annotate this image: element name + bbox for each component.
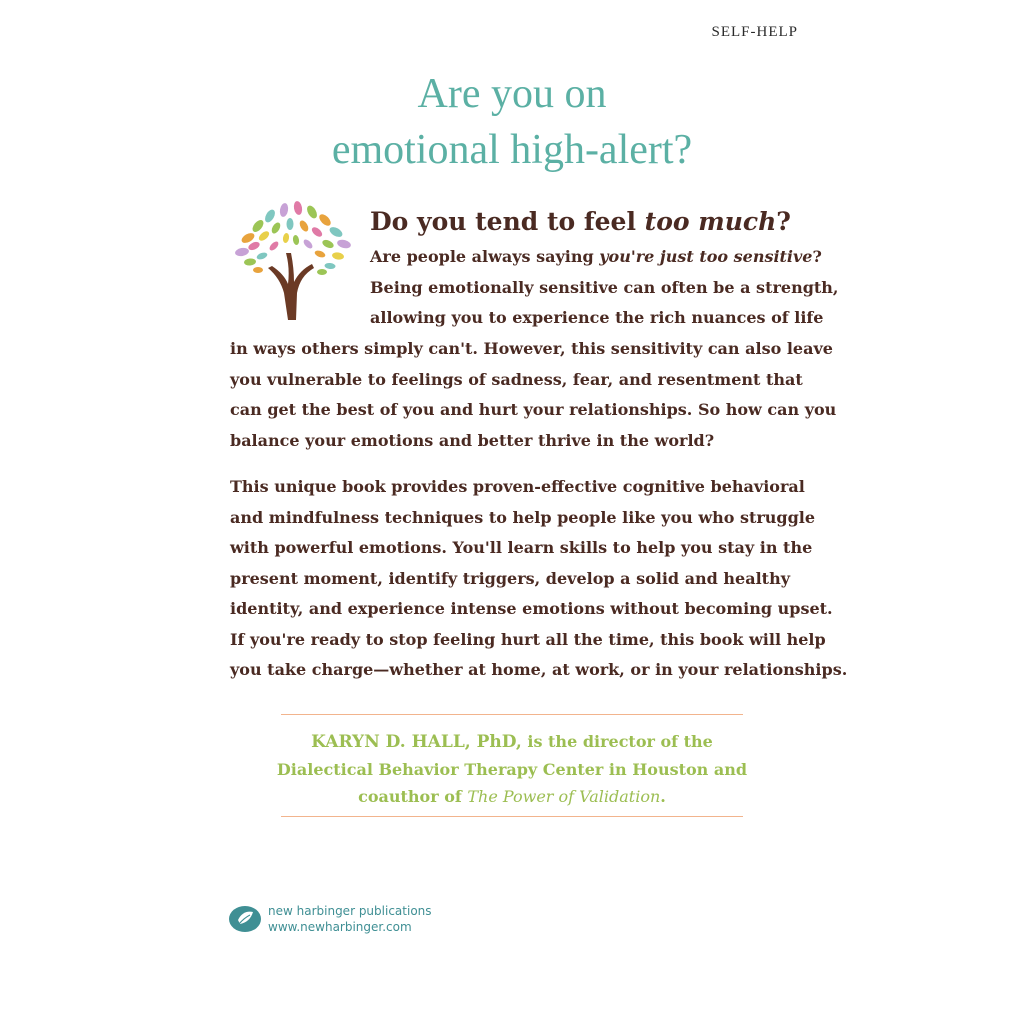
intro-paragraph-bottom xyxy=(230,334,836,456)
description-line: and mindfulness techniques to help people like you who struggle xyxy=(230,507,816,527)
book-title: The Power of Validation xyxy=(467,787,661,806)
author-bio xyxy=(230,728,794,810)
description-line: with powerful emotions. You'll learn skills to help you stay in the xyxy=(230,538,813,557)
intro-line: in ways others simply can't. However, this sensitivity can also leave xyxy=(230,339,833,358)
intro-line: can get the best of you and hurt your relationships. So how can you xyxy=(230,400,837,419)
subheading-emphasis: too much xyxy=(644,207,777,236)
description-line: present moment, identify triggers, develop a solid and healthy xyxy=(230,568,790,588)
bio-divider-bottom xyxy=(281,816,743,817)
headline-line-1: Are you on xyxy=(417,71,607,117)
category-label: SELF-HELP xyxy=(711,24,798,40)
description-line: you take charge—whether at home, at work, or in your relationships. xyxy=(230,660,848,679)
author-name: KARYN D. HALL, PhD, xyxy=(311,732,522,752)
intro-paragraph-top xyxy=(370,242,838,334)
description-line: This unique book provides proven-effective cognitive behavioral xyxy=(230,477,805,496)
quoted-phrase: you're just too sensitive xyxy=(599,247,813,266)
publisher-block xyxy=(228,903,432,935)
description-paragraph xyxy=(230,472,847,686)
intro-line: Being emotionally sensitive can often be a strength, xyxy=(370,277,839,297)
tree-icon xyxy=(228,198,358,320)
headline-line-2: emotional high-alert? xyxy=(331,127,693,173)
bio-divider-top xyxy=(281,714,743,715)
headline xyxy=(200,66,824,178)
intro-line: allowing you to experience the rich nuances of life xyxy=(370,308,824,327)
subheading-prefix: Do you tend to feel xyxy=(370,207,645,236)
publisher-logo-icon xyxy=(228,904,262,934)
intro-line: you vulnerable to feelings of sadness, fear, and resentment that xyxy=(230,369,803,389)
bio-line: Dialectical Behavior Therapy Center in Houston and xyxy=(276,760,748,779)
subheading xyxy=(370,207,791,236)
bio-line: KARYN D. HALL, PhD, is the director of the xyxy=(311,732,713,752)
description-line: identity, and experience intense emotions without becoming upset. xyxy=(230,599,833,618)
description-line: If you're ready to stop feeling hurt all the time, this book will help xyxy=(230,629,826,649)
subheading-suffix: ? xyxy=(776,207,791,236)
intro-line: balance your emotions and better thrive in the world? xyxy=(230,430,715,450)
publisher-name: new harbinger publications xyxy=(268,904,432,918)
intro-line: Are people always saying you're just too sensitive? xyxy=(370,247,822,266)
publisher-url[interactable]: www.newharbinger.com xyxy=(268,920,412,934)
bio-line: coauthor of The Power of Validation. xyxy=(358,787,666,806)
